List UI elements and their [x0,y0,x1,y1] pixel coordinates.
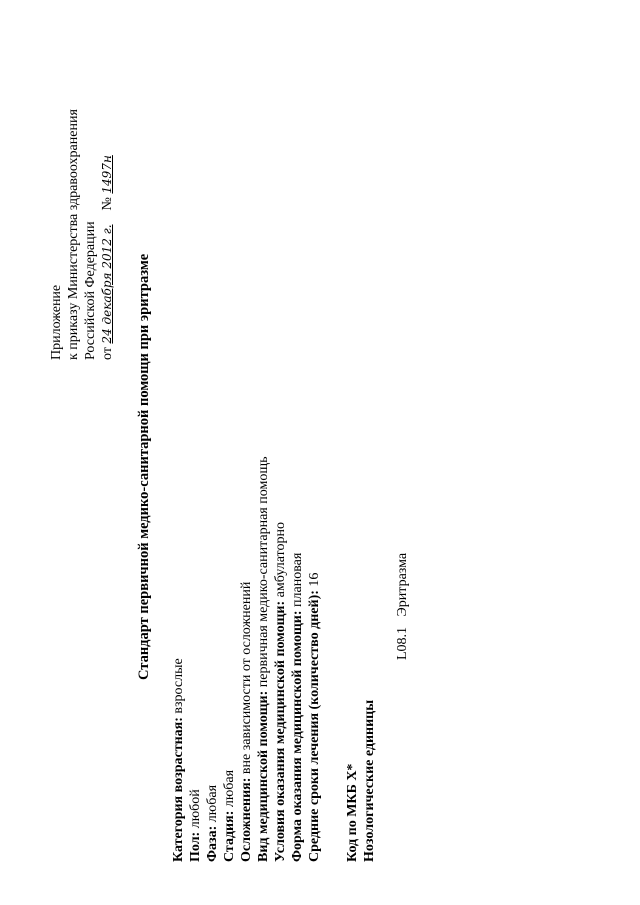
param-row: Форма оказания медицинской помощи: плановая [290,552,305,862]
appendix-block [48,109,116,360]
icd-header: Код по МКБ X* [345,763,360,862]
param-row: Пол: любой [188,789,203,862]
date-prefix: от [100,347,115,360]
number-prefix: № [100,197,115,211]
appendix-line-3: Российской Федерации [83,221,98,360]
document-title: Стандарт первичной медико-санитарной помощи при эритразме [136,253,152,680]
param-row: Категория возрастная: взрослые [171,658,186,862]
appendix-line-1: Приложение [49,284,64,360]
appendix-date-line [99,109,116,360]
appendix-line-2: к приказу Министерства здравоохранения [66,109,81,360]
param-row: Средние сроки лечения (количество дней): 16 [307,572,322,862]
param-row: Стадия: любая [222,769,237,862]
handwritten-number: 1497н [100,155,114,194]
icd-code: L08.1 [395,626,410,660]
icd-row [394,553,411,660]
icd-header-block [344,700,378,862]
param-row: Вид медицинской помощи: первичная медико-санитарная помощь [256,456,271,862]
param-row: Условия оказания медицинской помощи: амбулаторно [273,522,288,862]
parameters-block [170,457,323,863]
icd-name: Эритразма [395,552,410,617]
icd-subheader: Нозологические единицы [362,699,377,862]
handwritten-date: 24 декабря 2012 г. [100,224,114,344]
param-row: Осложнения: вне зависимости от осложнений [239,581,254,862]
param-row: Фаза: любая [205,784,220,862]
